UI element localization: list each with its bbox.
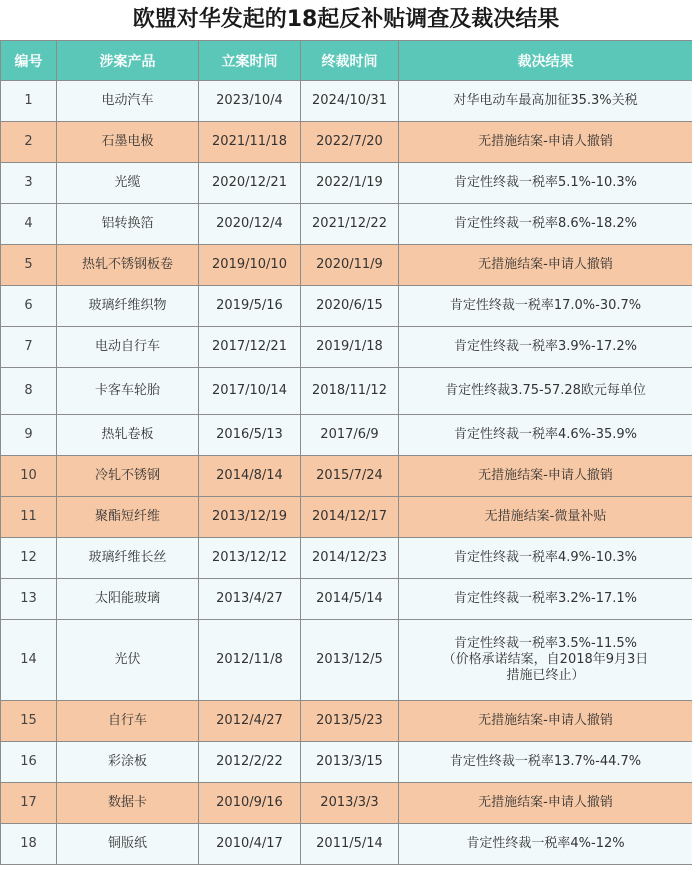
cell-result xyxy=(399,538,692,579)
cell-filed-date: 2023/10/4 xyxy=(199,81,301,122)
cell-filed-date: 2012/11/8 xyxy=(199,620,301,701)
cell-product: 玻璃纤维织物 xyxy=(57,286,199,327)
result-line: （价格承诺结案，自2018年9月3日 xyxy=(442,652,649,667)
cell-id: 11 xyxy=(1,497,57,538)
cell-ruling-date: 2024/10/31 xyxy=(301,81,399,122)
cell-result xyxy=(399,286,692,327)
cell-result xyxy=(399,327,692,368)
table-row xyxy=(1,163,692,204)
cell-product: 玻璃纤维长丝 xyxy=(57,538,199,579)
cell-result xyxy=(399,415,692,456)
cell-id: 9 xyxy=(1,415,57,456)
result-line: 无措施结案-申请人撤销 xyxy=(478,795,613,810)
result-line: 肯定性终裁一税率13.7%-44.7% xyxy=(449,754,642,769)
cell-product: 冷轧不锈钢 xyxy=(57,456,199,497)
cell-ruling-date: 2014/5/14 xyxy=(301,579,399,620)
cell-ruling-date: 2018/11/12 xyxy=(301,368,399,415)
cell-filed-date: 2013/12/12 xyxy=(199,538,301,579)
investigation-table xyxy=(0,40,692,865)
cell-filed-date: 2019/5/16 xyxy=(199,286,301,327)
cell-filed-date: 2013/4/27 xyxy=(199,579,301,620)
result-line: 肯定性终裁一税率5.1%-10.3% xyxy=(453,175,638,190)
cell-product: 热轧卷板 xyxy=(57,415,199,456)
cell-product: 铜版纸 xyxy=(57,824,199,865)
cell-id: 1 xyxy=(1,81,57,122)
header-id: 编号 xyxy=(1,41,57,81)
result-line: 肯定性终裁一税率4.9%-10.3% xyxy=(453,550,638,565)
table-row xyxy=(1,497,692,538)
cell-product: 卡客车轮胎 xyxy=(57,368,199,415)
cell-id: 18 xyxy=(1,824,57,865)
header-result: 裁决结果 xyxy=(399,41,692,81)
table-row xyxy=(1,620,692,701)
cell-filed-date: 2010/4/17 xyxy=(199,824,301,865)
cell-filed-date: 2014/8/14 xyxy=(199,456,301,497)
result-line: 无措施结案-申请人撤销 xyxy=(478,468,613,483)
cell-ruling-date: 2011/5/14 xyxy=(301,824,399,865)
cell-filed-date: 2021/11/18 xyxy=(199,122,301,163)
cell-ruling-date: 2014/12/17 xyxy=(301,497,399,538)
result-line: 措施已终止） xyxy=(506,668,585,683)
cell-ruling-date: 2022/1/19 xyxy=(301,163,399,204)
cell-result xyxy=(399,620,692,701)
result-line: 肯定性终裁一税率3.5%-11.5% xyxy=(453,636,638,651)
table-row xyxy=(1,286,692,327)
table-row xyxy=(1,456,692,497)
result-line: 无措施结案-申请人撤销 xyxy=(478,134,613,149)
cell-ruling-date: 2019/1/18 xyxy=(301,327,399,368)
table-row xyxy=(1,538,692,579)
cell-result xyxy=(399,204,692,245)
table-body xyxy=(1,81,692,865)
cell-filed-date: 2012/4/27 xyxy=(199,701,301,742)
cell-product: 聚酯短纤维 xyxy=(57,497,199,538)
cell-id: 3 xyxy=(1,163,57,204)
table-row xyxy=(1,701,692,742)
header-ruling-date: 终裁时间 xyxy=(301,41,399,81)
page-title: 欧盟对华发起的18起反补贴调查及裁决结果 xyxy=(132,7,560,32)
cell-ruling-date: 2021/12/22 xyxy=(301,204,399,245)
cell-ruling-date: 2013/5/23 xyxy=(301,701,399,742)
cell-filed-date: 2013/12/19 xyxy=(199,497,301,538)
cell-filed-date: 2012/2/22 xyxy=(199,742,301,783)
cell-product: 太阳能玻璃 xyxy=(57,579,199,620)
cell-id: 12 xyxy=(1,538,57,579)
cell-ruling-date: 2013/3/3 xyxy=(301,783,399,824)
cell-result xyxy=(399,81,692,122)
cell-id: 2 xyxy=(1,122,57,163)
result-line: 肯定性终裁一税率3.2%-17.1% xyxy=(453,591,638,606)
result-line: 肯定性终裁3.75-57.28欧元每单位 xyxy=(445,383,646,398)
cell-ruling-date: 2017/6/9 xyxy=(301,415,399,456)
cell-product: 石墨电极 xyxy=(57,122,199,163)
table-header-row xyxy=(1,41,692,81)
cell-id: 17 xyxy=(1,783,57,824)
cell-id: 13 xyxy=(1,579,57,620)
table-row xyxy=(1,327,692,368)
cell-product: 电动自行车 xyxy=(57,327,199,368)
cell-ruling-date: 2013/3/15 xyxy=(301,742,399,783)
table-row xyxy=(1,81,692,122)
cell-filed-date: 2017/12/21 xyxy=(199,327,301,368)
table-row xyxy=(1,245,692,286)
cell-product: 彩涂板 xyxy=(57,742,199,783)
cell-id: 10 xyxy=(1,456,57,497)
result-line: 肯定性终裁一税率8.6%-18.2% xyxy=(453,216,638,231)
table-row xyxy=(1,824,692,865)
result-line: 无措施结案-申请人撤销 xyxy=(478,713,613,728)
cell-result xyxy=(399,122,692,163)
cell-product: 数据卡 xyxy=(57,783,199,824)
cell-filed-date: 2016/5/13 xyxy=(199,415,301,456)
cell-result xyxy=(399,742,692,783)
cell-product: 自行车 xyxy=(57,701,199,742)
result-line: 肯定性终裁一税率3.9%-17.2% xyxy=(453,339,638,354)
cell-filed-date: 2020/12/4 xyxy=(199,204,301,245)
cell-id: 5 xyxy=(1,245,57,286)
result-line: 肯定性终裁一税率17.0%-30.7% xyxy=(449,298,642,313)
table-row xyxy=(1,204,692,245)
cell-result xyxy=(399,368,692,415)
cell-id: 4 xyxy=(1,204,57,245)
cell-product: 铝转换箔 xyxy=(57,204,199,245)
table-row xyxy=(1,579,692,620)
cell-id: 15 xyxy=(1,701,57,742)
cell-product: 光缆 xyxy=(57,163,199,204)
result-line: 无措施结案-微量补贴 xyxy=(484,509,607,524)
table-row xyxy=(1,742,692,783)
cell-result xyxy=(399,783,692,824)
result-line: 肯定性终裁一税率4.6%-35.9% xyxy=(453,427,638,442)
cell-ruling-date: 2020/11/9 xyxy=(301,245,399,286)
cell-result xyxy=(399,245,692,286)
cell-filed-date: 2017/10/14 xyxy=(199,368,301,415)
cell-result xyxy=(399,579,692,620)
cell-product: 热轧不锈钢板卷 xyxy=(57,245,199,286)
cell-ruling-date: 2020/6/15 xyxy=(301,286,399,327)
cell-result xyxy=(399,456,692,497)
cell-id: 8 xyxy=(1,368,57,415)
cell-result xyxy=(399,163,692,204)
table-row xyxy=(1,122,692,163)
result-line: 无措施结案-申请人撤销 xyxy=(478,257,613,272)
cell-product: 光伏 xyxy=(57,620,199,701)
cell-filed-date: 2020/12/21 xyxy=(199,163,301,204)
cell-filed-date: 2019/10/10 xyxy=(199,245,301,286)
cell-id: 16 xyxy=(1,742,57,783)
cell-ruling-date: 2022/7/20 xyxy=(301,122,399,163)
cell-id: 6 xyxy=(1,286,57,327)
cell-ruling-date: 2013/12/5 xyxy=(301,620,399,701)
cell-id: 7 xyxy=(1,327,57,368)
cell-id: 14 xyxy=(1,620,57,701)
header-filed-date: 立案时间 xyxy=(199,41,301,81)
cell-result xyxy=(399,701,692,742)
table-row xyxy=(1,783,692,824)
table-row xyxy=(1,368,692,415)
cell-product: 电动汽车 xyxy=(57,81,199,122)
result-line: 对华电动车最高加征35.3%关税 xyxy=(453,93,638,108)
result-line: 肯定性终裁一税率4%-12% xyxy=(466,836,625,851)
header-product: 涉案产品 xyxy=(57,41,199,81)
cell-filed-date: 2010/9/16 xyxy=(199,783,301,824)
cell-result xyxy=(399,824,692,865)
cell-ruling-date: 2015/7/24 xyxy=(301,456,399,497)
table-row xyxy=(1,415,692,456)
cell-ruling-date: 2014/12/23 xyxy=(301,538,399,579)
cell-result xyxy=(399,497,692,538)
